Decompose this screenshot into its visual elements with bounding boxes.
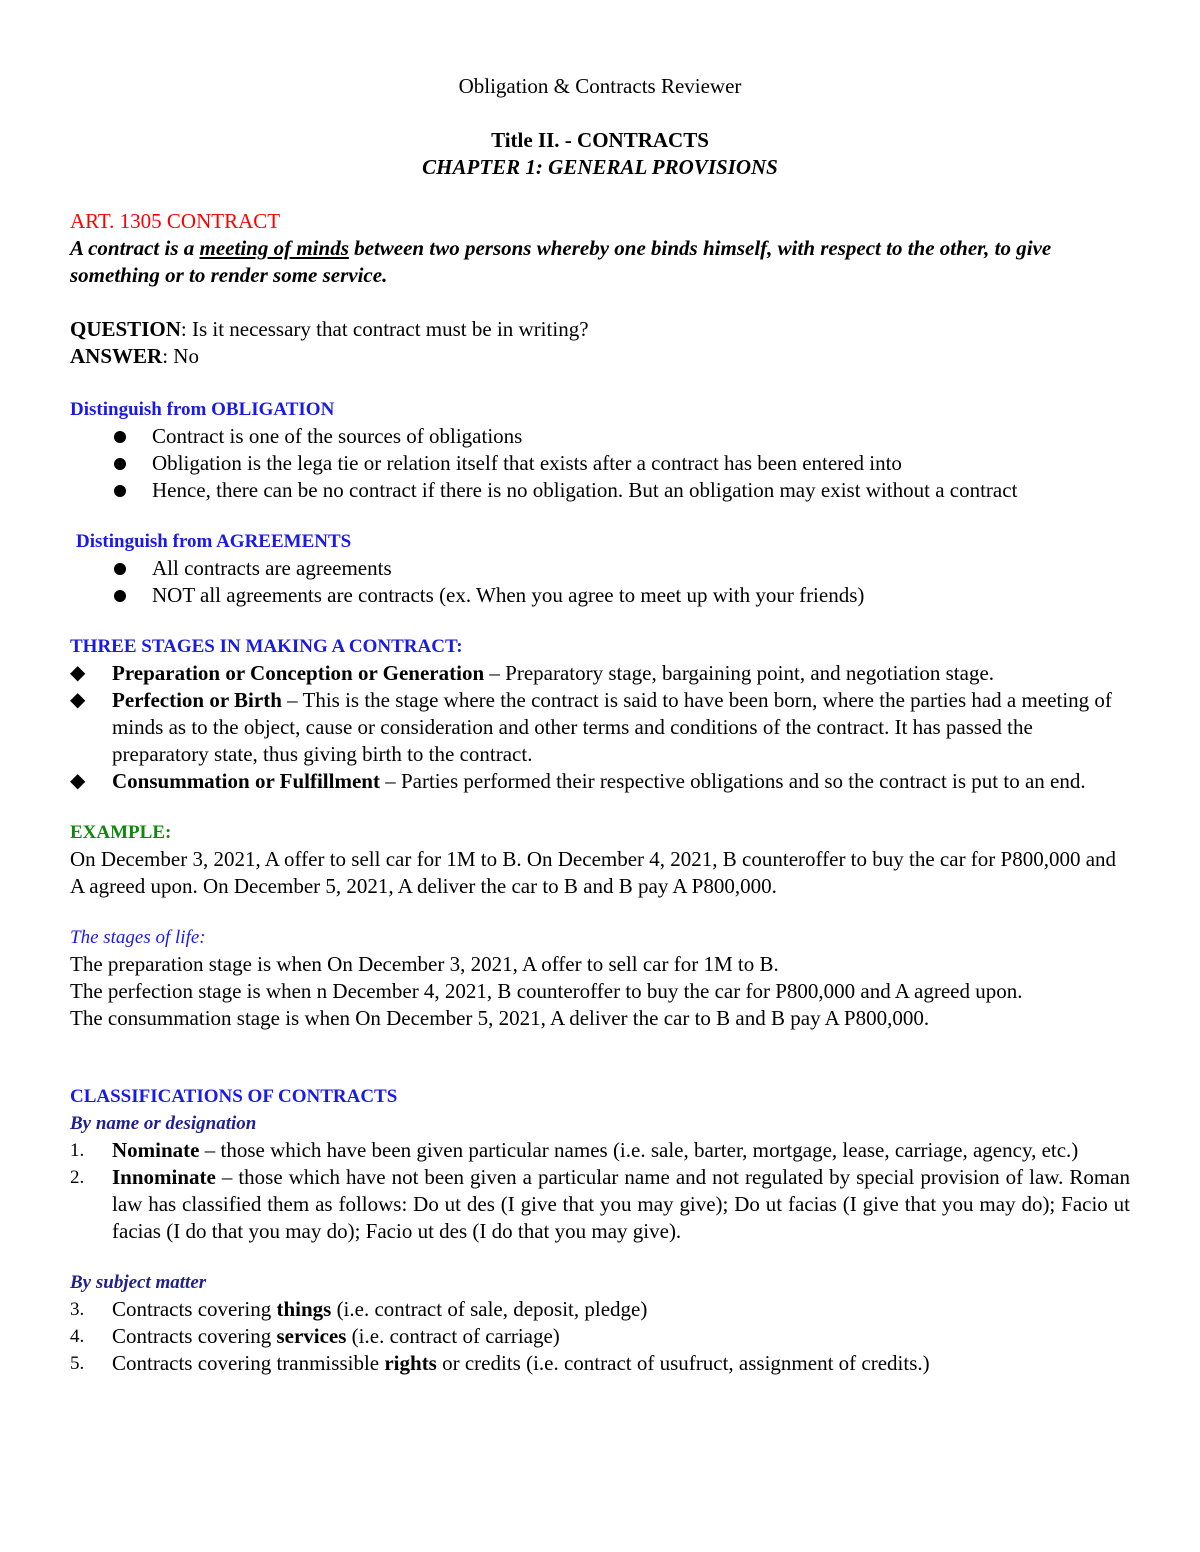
example-heading: EXAMPLE: — [70, 822, 172, 843]
numbered-item: 4. Contracts covering services (i.e. contract of carriage) — [70, 1324, 560, 1348]
numbered-item: 3. Contracts covering things (i.e. contract of sale, deposit, pledge) — [70, 1297, 648, 1321]
stage-item: ◆ Preparation or Conception or Generation – Preparatory stage, bargaining point, and negotiation stage. — [70, 661, 995, 685]
list-item: Obligation is the lega tie or relation itself that exists after a contract has been entered into — [70, 450, 1130, 477]
answer-line: ANSWER: No — [70, 344, 199, 368]
obligation-heading: Distinguish from OBLIGATION — [70, 399, 335, 420]
classifications-heading: CLASSIFICATIONS OF CONTRACTS — [70, 1086, 398, 1107]
list-item: NOT all agreements are contracts (ex. When you agree to meet up with your friends) — [70, 582, 1130, 609]
chapter-heading: CHAPTER 1: GENERAL PROVISIONS — [422, 155, 778, 179]
diamond-bullet-icon: ◆ — [70, 662, 86, 684]
agreements-heading: Distinguish from AGREEMENTS — [76, 531, 352, 552]
bullet-icon — [114, 458, 126, 470]
list-item: Hence, there can be no contract if there is no obligation. But an obligation may exist without a contract — [70, 477, 1130, 504]
life-line: The preparation stage is when On December 3, 2021, A offer to sell car for 1M to B. — [70, 952, 779, 976]
document-page — [70, 73, 1130, 1377]
bullet-icon — [114, 431, 126, 443]
meeting-of-minds-term: meeting of minds — [199, 236, 349, 260]
stages-of-life-heading: The stages of life: — [70, 927, 206, 948]
bullet-icon — [114, 563, 126, 575]
bullet-icon — [114, 590, 126, 602]
article-definition: A contract is a meeting of minds between two persons whereby one binds himself, with respect to the other, to give something or to render some service. — [70, 236, 1052, 287]
diamond-bullet-icon: ◆ — [70, 770, 86, 792]
numbered-item: 2. Innominate – those which have not been given a particular name and not regulated by special provision of law. Roman law has classified them as follows: Do ut des (I give that you may give); Do ut facias (I give that you may do); Facio ut facias (I do that you may do); Facio ut des (I do that you may give). — [70, 1165, 1130, 1243]
by-subject-subheading: By subject matter — [70, 1272, 207, 1293]
stage-item: ◆ Perfection or Birth – This is the stage where the contract is said to have been born, where the parties had a meeting of minds as to the object, cause or consideration and other terms and conditions of the contract. It has passed the preparatory state, thus giving birth to the contract. — [70, 688, 1112, 766]
stage-item: ◆ Consummation or Fulfillment – Parties performed their respective obligations and so the contract is put to an end. — [70, 769, 1086, 793]
bullet-icon — [114, 485, 126, 497]
list-item: Contract is one of the sources of obligations — [70, 423, 1130, 450]
list-item: All contracts are agreements — [70, 555, 1130, 582]
example-text: On December 3, 2021, A offer to sell car for 1M to B. On December 4, 2021, B counteroffer to buy the car for P800,000 and A agreed upon. On December 5, 2021, A deliver the car to B and B pay A P800,000. — [70, 847, 1117, 898]
document-title: Obligation & Contracts Reviewer — [458, 74, 742, 98]
numbered-item: 5. Contracts covering tranmissible rights or credits (i.e. contract of usufruct, assignment of credits.) — [70, 1351, 930, 1375]
article-label: ART. 1305 CONTRACT — [70, 209, 281, 233]
question-line: QUESTION: Is it necessary that contract must be in writing? — [70, 317, 589, 341]
life-line: The perfection stage is when n December 4, 2021, B counteroffer to buy the car for P800,000 and A agreed upon. — [70, 979, 1023, 1003]
stages-heading: THREE STAGES IN MAKING A CONTRACT: — [70, 636, 463, 657]
life-line: The consummation stage is when On December 5, 2021, A deliver the car to B and B pay A P800,000. — [70, 1006, 930, 1030]
title-heading: Title II. - CONTRACTS — [491, 128, 709, 152]
diamond-bullet-icon: ◆ — [70, 689, 86, 711]
numbered-item: 1. Nominate – those which have been given particular names (i.e. sale, barter, mortgage, lease, carriage, agency, etc.) — [70, 1138, 1079, 1162]
by-name-subheading: By name or designation — [70, 1113, 257, 1134]
